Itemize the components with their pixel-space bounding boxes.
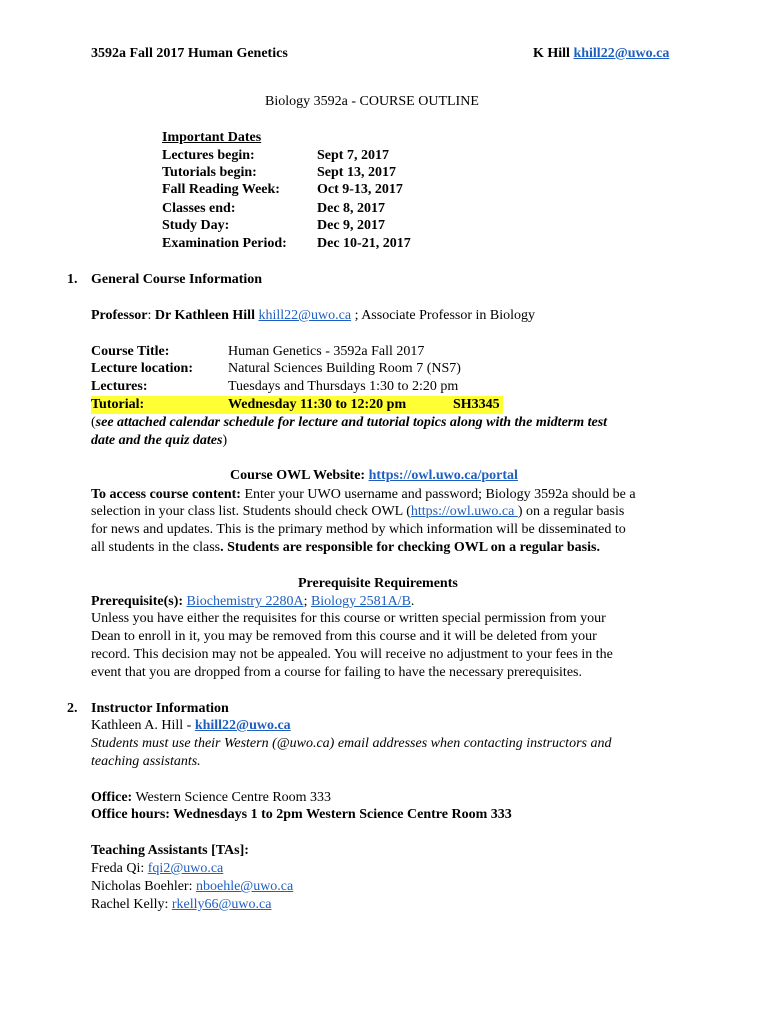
- course-row-value: Tuesdays and Thursdays 1:30 to 2:20 pm: [228, 379, 459, 394]
- prereq-text-1: Unless you have either the requisites for this course or written special permission from your: [91, 611, 606, 626]
- date-row: [162, 147, 462, 165]
- tutorial-time: Wednesday 11:30 to 12:20 pm: [228, 397, 407, 412]
- office-line: [91, 789, 331, 807]
- date-row: [162, 217, 462, 235]
- prereq-label: Prerequisite(s):: [91, 594, 184, 609]
- professor-colon: :: [147, 308, 155, 323]
- schedule-note-open: (: [91, 415, 96, 430]
- instructor-line: [91, 717, 291, 735]
- date-value: Dec 9, 2017: [317, 218, 386, 233]
- ta-name: Rachel Kelly:: [91, 897, 172, 912]
- office-hours: Office hours: Wednesdays 1 to 2pm Western Science Centre Room 333: [91, 807, 512, 822]
- date-value: Sept 7, 2017: [317, 148, 389, 163]
- ta-name: Nicholas Boehler:: [91, 879, 196, 894]
- section-1-heading: General Course Information: [91, 272, 263, 287]
- ta-heading: Teaching Assistants [TAs]:: [91, 843, 249, 858]
- professor-line: [91, 307, 535, 325]
- office-label: Office:: [91, 790, 133, 805]
- section-2-number: 2.: [67, 701, 78, 716]
- course-row-label: Course Title:: [91, 344, 170, 359]
- instructor-email-link[interactable]: khill22@uwo.ca: [194, 718, 291, 733]
- schedule-note-close: ): [222, 433, 228, 448]
- owl-access-line-1: [91, 486, 636, 504]
- header-author-line: [533, 45, 669, 63]
- date-row: [162, 164, 462, 182]
- ta-email-link[interactable]: nboehle@uwo.ca: [195, 879, 294, 894]
- section-1-number: 1.: [67, 272, 78, 287]
- tutorial-label: Tutorial:: [91, 397, 145, 412]
- prereq-course-link-1[interactable]: Biochemistry 2280A: [186, 594, 304, 609]
- ta-row: [91, 878, 293, 896]
- owl-responsibility: . Students are responsible for checking OWL on a regular basis.: [220, 540, 600, 555]
- ta-row: [91, 896, 271, 914]
- owl-access-line-2: [91, 503, 624, 521]
- header-author: K Hill: [533, 46, 570, 61]
- email-policy-line-2: teaching assistants.: [91, 754, 201, 769]
- ta-email-link[interactable]: fqi2@uwo.ca: [147, 861, 224, 876]
- owl-access-line-3: for news and updates. This is the primary method by which information will be disseminated to: [91, 522, 626, 537]
- schedule-note-text: see attached calendar schedule for lecture and tutorial topics along with the midterm test: [95, 415, 608, 430]
- course-row: [91, 360, 591, 378]
- schedule-note-line-1: [91, 414, 607, 432]
- professor-email-link[interactable]: khill22@uwo.ca: [258, 308, 352, 323]
- date-label: Examination Period:: [162, 236, 287, 251]
- ta-name: Freda Qi:: [91, 861, 148, 876]
- page-title: Biology 3592a - COURSE OUTLINE: [265, 94, 479, 109]
- professor-label: Professor: [91, 308, 148, 323]
- owl-access-label: To access course content:: [91, 487, 241, 502]
- office-value: Western Science Centre Room 333: [132, 790, 332, 805]
- prereq-period: .: [410, 594, 415, 609]
- ta-row: [91, 860, 223, 878]
- owl-access-line-4: [91, 539, 600, 557]
- owl-access-link[interactable]: https://owl.uwo.ca: [410, 504, 518, 519]
- course-row: [91, 343, 591, 361]
- date-row: [162, 181, 462, 199]
- date-label: Lectures begin:: [162, 148, 255, 163]
- prereq-text-3: record. This decision may not be appealed. You will receive no adjustment to your fees in the: [91, 647, 613, 662]
- date-value: Dec 10-21, 2017: [317, 236, 411, 251]
- schedule-note-text-2: date and the quiz dates: [91, 433, 223, 448]
- schedule-note-line-2: [91, 432, 227, 450]
- prereq-course-link-2[interactable]: Biology 2581A/B: [310, 594, 411, 609]
- owl-website-link[interactable]: https://owl.uwo.ca/portal: [368, 468, 518, 483]
- date-label: Tutorials begin:: [162, 165, 257, 180]
- date-value: Sept 13, 2017: [317, 165, 396, 180]
- owl-access-text-2: selection in your class list. Students should check OWL (: [91, 504, 411, 519]
- instructor-name: Kathleen A. Hill -: [91, 718, 195, 733]
- header-email-link[interactable]: khill22@uwo.ca: [573, 46, 670, 61]
- course-row-value: Natural Sciences Building Room 7 (NS7): [228, 361, 461, 376]
- header-course: 3592a Fall 2017 Human Genetics: [91, 46, 288, 61]
- date-label: Study Day:: [162, 218, 230, 233]
- professor-title: ; Associate Professor in Biology: [351, 308, 536, 323]
- tutorial-room: SH3345: [453, 397, 500, 412]
- course-row: [91, 378, 591, 396]
- email-policy-line-1: Students must use their Western (@uwo.ca) email addresses when contacting instructors and: [91, 736, 612, 751]
- owl-website-line: [230, 467, 518, 485]
- section-2-heading: Instructor Information: [91, 701, 229, 716]
- date-value: Dec 8, 2017: [317, 201, 386, 216]
- professor-name: Dr Kathleen Hill: [154, 308, 255, 323]
- tutorial-row: [91, 396, 503, 414]
- owl-access-text-4: all students in the class: [91, 540, 221, 555]
- date-label: Fall Reading Week:: [162, 182, 280, 197]
- prereq-text-4: event that you are dropped from a course for failing to have the necessary prerequisites.: [91, 665, 582, 680]
- important-dates-heading: Important Dates: [162, 130, 262, 145]
- owl-access-text: Enter your UWO username and password; Biology 3592a should be a: [240, 487, 636, 502]
- date-value: Oct 9-13, 2017: [317, 182, 403, 197]
- owl-access-text-2b: ) on a regular basis: [517, 504, 625, 519]
- date-label: Classes end:: [162, 201, 236, 216]
- prereq-heading: Prerequisite Requirements: [298, 576, 458, 591]
- ta-email-link[interactable]: rkelly66@uwo.ca: [171, 897, 272, 912]
- course-row-label: Lecture location:: [91, 361, 193, 376]
- course-row-label: Lectures:: [91, 379, 148, 394]
- date-row: [162, 200, 462, 218]
- owl-website-label: Course OWL Website:: [230, 468, 369, 483]
- prereq-text-2: Dean to enroll in it, you may be removed from this course and it will be deleted from your: [91, 629, 597, 644]
- prereq-separator: ;: [303, 594, 311, 609]
- course-row-value: Human Genetics - 3592a Fall 2017: [228, 344, 425, 359]
- prereq-line: [91, 593, 414, 611]
- date-row: [162, 235, 462, 253]
